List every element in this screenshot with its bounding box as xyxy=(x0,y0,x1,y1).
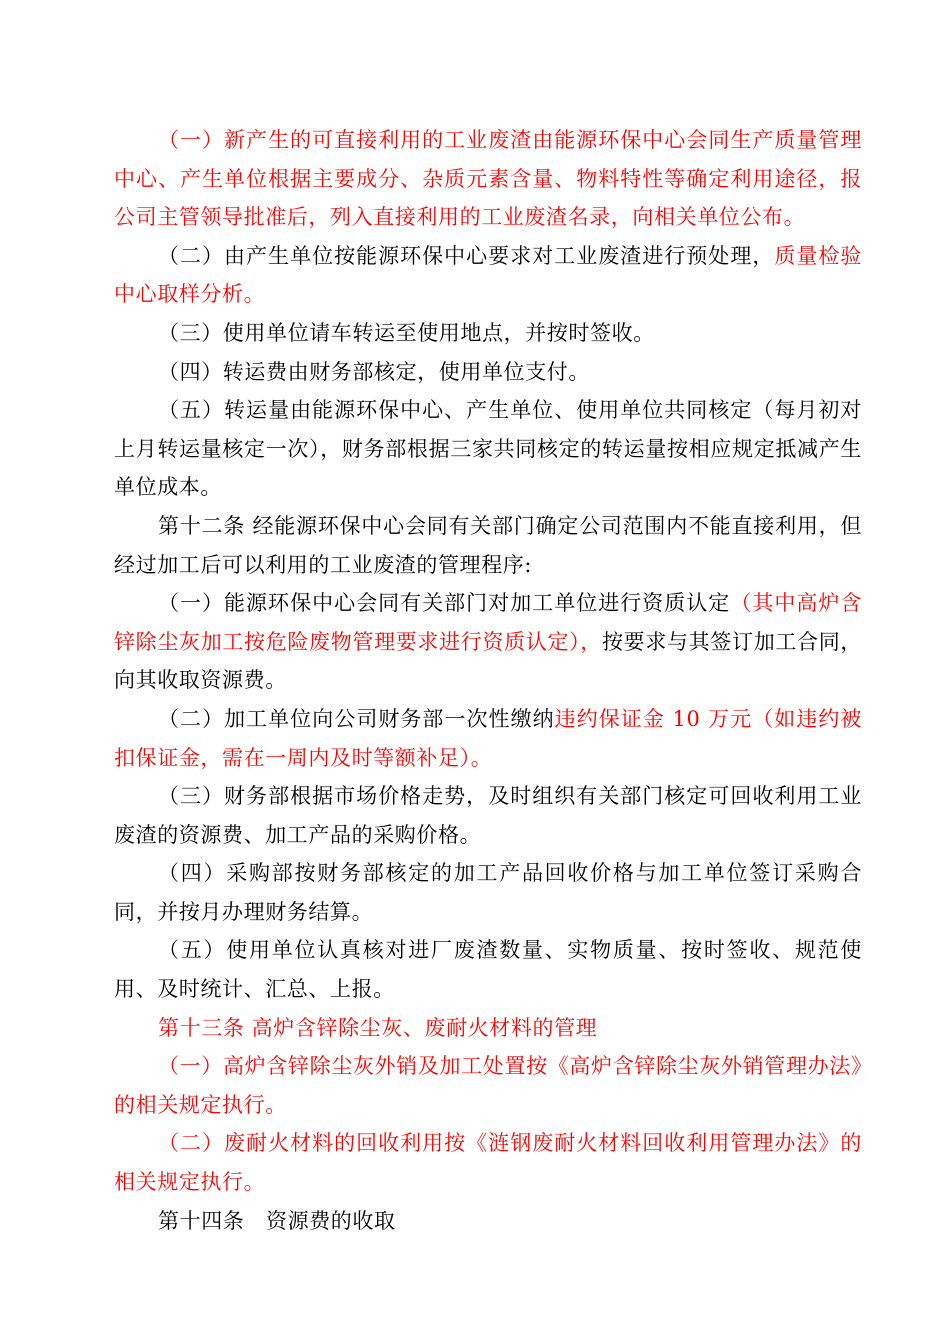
paragraph-1-5 xyxy=(114,391,862,507)
text-segment: 质量检验中心取样分析。 xyxy=(114,243,862,307)
text-segment: （四）转运费由财务部核定，使用单位支付。 xyxy=(158,359,590,384)
paragraph-13-2 xyxy=(114,1124,862,1201)
text-segment: （二）加工单位向公司财务部一次性缴纳 xyxy=(158,706,555,731)
text-segment: 违约保证金 10 万元（如违约被扣保证金，需在一周内及时等额补足）。 xyxy=(114,706,862,770)
paragraph-1-4 xyxy=(114,353,862,392)
text-segment: 第十四条 资源费的收取 xyxy=(158,1208,396,1233)
paragraph-13-1 xyxy=(114,1047,862,1124)
text-segment: （三）使用单位请车转运至使用地点，并按时签收。 xyxy=(158,320,655,345)
text-segment: （二）由产生单位按能源环保中心要求对工业废渣进行预处理， xyxy=(158,243,775,268)
paragraph-12-5 xyxy=(114,931,862,1008)
article-14-heading xyxy=(114,1202,862,1241)
text-segment: （三）财务部根据市场价格走势，及时组织有关部门核定可回收利用工业废渣的资源费、加工产品的采购价格。 xyxy=(114,784,862,847)
paragraph-12-4 xyxy=(114,854,862,931)
paragraph-1-2 xyxy=(114,237,862,314)
text-segment: （一）能源环保中心会同有关部门对加工单位进行资质认定 xyxy=(158,591,731,616)
text-segment: （二）废耐火材料的回收利用按《涟钢废耐火材料回收利用管理办法》的相关规定执行。 xyxy=(114,1131,862,1195)
text-segment: （五）使用单位认真核对进厂废渣数量、实物质量、按时签收、规范使用、及时统计、汇总、上报。 xyxy=(114,938,862,1002)
text-segment: 按要求与其签订加工合同，向其收取资源费。 xyxy=(114,629,862,693)
text-segment: （其中高炉含锌除尘灰加工按危险废物管理要求进行资质认定）， xyxy=(114,591,862,654)
article-12-heading xyxy=(114,507,862,584)
text-segment: （五）转运量由能源环保中心、产生单位、使用单位共同核定（每月初对上月转运量核定一次），财务部根据三家共同核定的转运量按相应规定抵减产生单位成本。 xyxy=(114,398,862,500)
paragraph-12-3 xyxy=(114,777,862,854)
article-13-heading xyxy=(114,1009,862,1048)
paragraph-1-3 xyxy=(114,314,862,353)
text-segment: 第十二条 经能源环保中心会同有关部门确定公司范围内不能直接利用，但经过加工后可以利用的工业废渣的管理程序: xyxy=(114,513,862,577)
paragraph-12-2 xyxy=(114,700,862,777)
paragraph-12-1 xyxy=(114,584,862,700)
text-segment: （四）采购部按财务部核定的加工产品回收价格与加工单位签订采购合同，并按月办理财务结算。 xyxy=(114,861,862,924)
text-segment: （一）新产生的可直接利用的工业废渣由能源环保中心会同生产质量管理中心、产生单位根据主要成分、杂质元素含量、物料特性等确定利用途径，报公司主管领导批准后，列入直接利用的工业废渣名录，向相关单位公布。 xyxy=(114,128,862,230)
paragraph-1-1 xyxy=(114,121,862,237)
text-segment: 第十三条 高炉含锌除尘灰、废耐火材料的管理 xyxy=(158,1015,598,1040)
text-segment: （一）高炉含锌除尘灰外销及加工处置按《高炉含锌除尘灰外销管理办法》的相关规定执行。 xyxy=(114,1054,862,1117)
document-body xyxy=(114,121,862,1240)
